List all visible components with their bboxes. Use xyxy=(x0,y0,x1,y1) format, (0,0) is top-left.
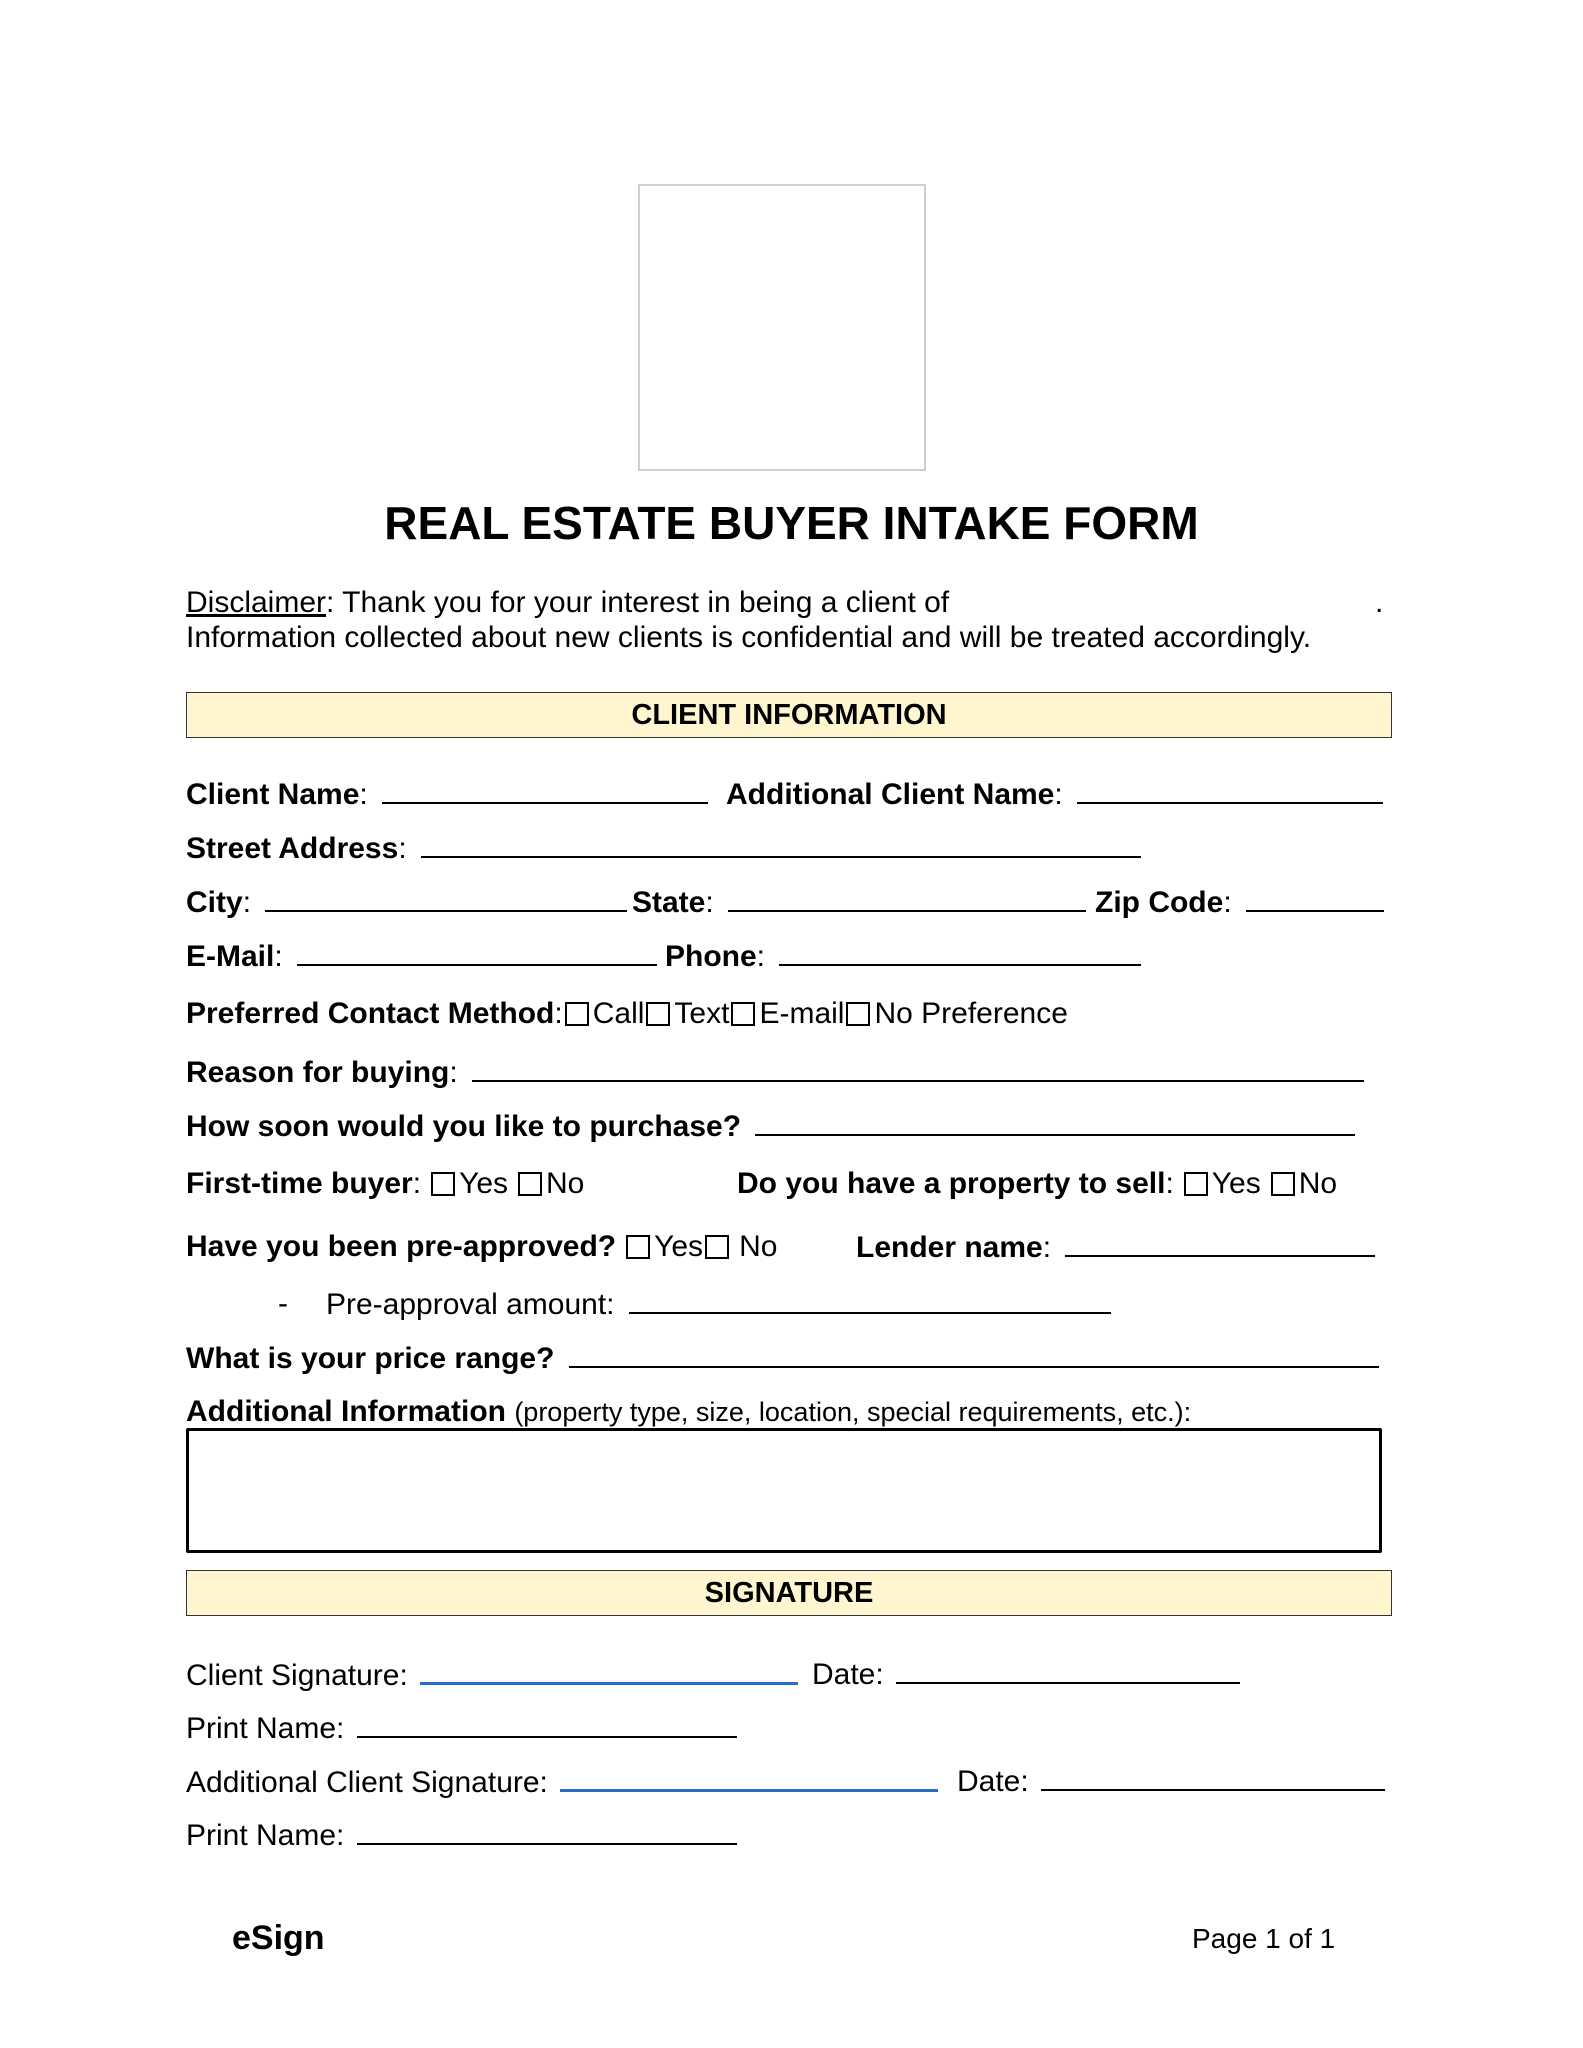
additional-info-textarea[interactable] xyxy=(186,1428,1382,1553)
phone-label: Phone xyxy=(665,940,757,973)
disclaimer-text: : Thank you for your interest in being a client of xyxy=(326,586,950,619)
call-checkbox[interactable] xyxy=(565,1002,589,1026)
form-title: REAL ESTATE BUYER INTAKE FORM xyxy=(384,497,1199,549)
additional-date-row xyxy=(957,1763,1385,1800)
first-time-label: First-time buyer xyxy=(186,1167,413,1200)
property-to-sell-row: Do you have a property to sell: Yes No xyxy=(737,1167,1338,1200)
street-address-row: Street Address: xyxy=(186,830,1141,867)
phone-field[interactable] xyxy=(779,938,1141,966)
lender-row: Lender name: xyxy=(856,1229,1375,1266)
reason-row: Reason for buying: xyxy=(186,1054,1364,1091)
first-time-yes-checkbox[interactable] xyxy=(431,1172,455,1196)
pre-approved-no-checkbox[interactable] xyxy=(705,1235,729,1259)
property-no-label: No xyxy=(1298,1167,1338,1200)
street-address-field[interactable] xyxy=(421,830,1141,858)
print-name-field-2[interactable] xyxy=(357,1817,737,1845)
client-signature-row xyxy=(186,1656,798,1694)
additional-signature-field[interactable] xyxy=(560,1763,938,1792)
client-date-field[interactable] xyxy=(896,1656,1240,1684)
preapproval-amount-field[interactable] xyxy=(629,1286,1111,1314)
call-label: Call xyxy=(592,997,645,1030)
street-address-label: Street Address xyxy=(186,832,399,865)
state-label: State xyxy=(632,886,706,919)
reason-label: Reason for buying xyxy=(186,1056,450,1089)
price-range-row xyxy=(186,1340,1379,1377)
print-name-field-1[interactable] xyxy=(357,1710,737,1738)
zip-row: Zip Code: xyxy=(1095,884,1384,921)
pre-approved-row xyxy=(186,1229,777,1265)
print-name-row-1 xyxy=(186,1710,737,1747)
additional-signature-label: Additional Client Signature: xyxy=(186,1766,548,1799)
disclaimer-period: . xyxy=(1375,586,1384,619)
preapproval-amount-label: Pre-approval amount: xyxy=(326,1288,615,1321)
first-time-yes-label: Yes xyxy=(459,1167,509,1200)
price-range-label: What is your price range? xyxy=(186,1342,555,1375)
print-name-label-1: Print Name: xyxy=(186,1712,345,1745)
client-name-row: Client Name: xyxy=(186,776,708,813)
pre-approved-label: Have you been pre-approved? xyxy=(186,1230,617,1263)
text-label: Text xyxy=(674,997,730,1030)
property-to-sell-label: Do you have a property to sell xyxy=(737,1167,1166,1200)
signature-header: SIGNATURE xyxy=(186,1570,1392,1616)
state-field[interactable] xyxy=(728,884,1086,912)
client-date-row xyxy=(812,1656,1240,1693)
disclaimer-line-1 xyxy=(186,585,949,621)
contact-method-row: Preferred Contact Method: Call Text E-mail No Preference xyxy=(186,997,1068,1030)
how-soon-label: How soon would you like to purchase? xyxy=(186,1110,742,1143)
client-signature-field[interactable] xyxy=(420,1656,798,1685)
city-field[interactable] xyxy=(265,884,627,912)
state-row: State: xyxy=(632,884,1086,921)
lender-label: Lender name xyxy=(856,1231,1043,1264)
property-yes-checkbox[interactable] xyxy=(1184,1172,1208,1196)
text-checkbox[interactable] xyxy=(646,1002,670,1026)
additional-info-hint: (property type, size, location, special requirements, etc.): xyxy=(514,1397,1192,1427)
phone-row: Phone: xyxy=(665,938,1141,975)
pre-approved-no-label: No xyxy=(739,1230,778,1263)
client-name-label: Client Name xyxy=(186,778,360,811)
pre-approved-yes-label: Yes xyxy=(654,1230,704,1263)
contact-method-label: Preferred Contact Method xyxy=(186,997,555,1030)
how-soon-row xyxy=(186,1108,1355,1145)
property-yes-label: Yes xyxy=(1211,1167,1261,1200)
first-time-no-label: No xyxy=(546,1167,585,1200)
email-row: E-Mail: xyxy=(186,938,657,975)
reason-field[interactable] xyxy=(472,1054,1364,1082)
client-name-field[interactable] xyxy=(382,776,708,804)
additional-signature-row xyxy=(186,1763,938,1801)
print-name-label-2: Print Name: xyxy=(186,1819,345,1852)
additional-client-name-label: Additional Client Name xyxy=(726,778,1055,811)
email-label: E-Mail xyxy=(186,940,275,973)
property-no-checkbox[interactable] xyxy=(1271,1172,1295,1196)
additional-info-row xyxy=(186,1394,1191,1430)
additional-client-name-field[interactable] xyxy=(1077,776,1383,804)
first-time-row: First-time buyer: Yes No xyxy=(186,1167,585,1200)
client-signature-label: Client Signature: xyxy=(186,1659,408,1692)
email-field[interactable] xyxy=(297,938,657,966)
client-date-label: Date: xyxy=(812,1658,884,1691)
print-name-row-2 xyxy=(186,1817,737,1854)
page-number: Page 1 of 1 xyxy=(1192,1923,1336,1954)
no-preference-checkbox[interactable] xyxy=(846,1002,870,1026)
client-information-header: CLIENT INFORMATION xyxy=(186,692,1392,738)
email-checkbox[interactable] xyxy=(731,1002,755,1026)
esign-logo: eSign xyxy=(232,1919,325,1957)
email-option-label: E-mail xyxy=(759,997,845,1030)
how-soon-field[interactable] xyxy=(755,1108,1355,1136)
price-range-field[interactable] xyxy=(569,1340,1379,1368)
city-label: City xyxy=(186,886,243,919)
disclaimer-label: Disclaimer xyxy=(186,586,327,619)
first-time-no-checkbox[interactable] xyxy=(518,1172,542,1196)
additional-date-label: Date: xyxy=(957,1765,1029,1798)
city-row: City: xyxy=(186,884,627,921)
preapproval-dash: - xyxy=(278,1287,288,1320)
logo-placeholder xyxy=(638,184,926,471)
zip-label: Zip Code xyxy=(1095,886,1224,919)
preapproval-amount-row xyxy=(326,1286,1111,1323)
lender-field[interactable] xyxy=(1065,1229,1375,1257)
pre-approved-yes-checkbox[interactable] xyxy=(626,1235,650,1259)
additional-date-field[interactable] xyxy=(1041,1763,1385,1791)
zip-field[interactable] xyxy=(1246,884,1384,912)
additional-info-label: Additional Information xyxy=(186,1395,506,1428)
disclaimer-line-2: Information collected about new clients is confidential and will be treated accordingly. xyxy=(186,621,1312,654)
additional-client-name-row: Additional Client Name: xyxy=(726,776,1383,813)
no-preference-label: No Preference xyxy=(874,997,1068,1030)
